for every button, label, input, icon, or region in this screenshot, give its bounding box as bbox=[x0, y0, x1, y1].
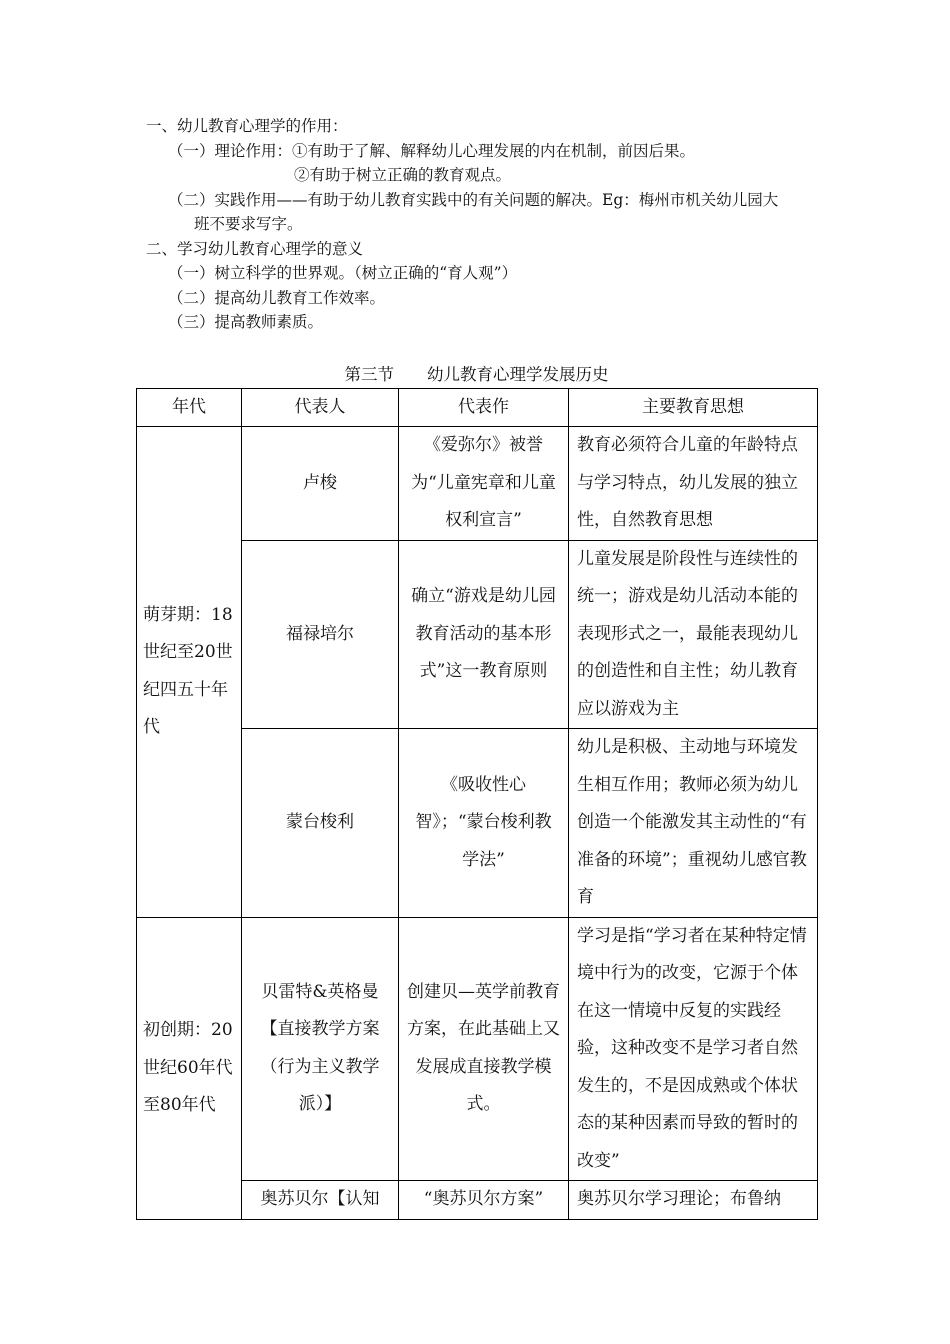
person-cell: 福禄培尔 bbox=[242, 540, 399, 729]
era-cell: 萌芽期：18世纪至20世纪四五十年代 bbox=[137, 427, 242, 918]
idea-cell: 学习是指“学习者在某种特定情境中行为的改变，它源于个体在这一情境中反复的实践经验，这种改变不是学习者自然发生的，不是因成熟或个体状态的某种因素而导致的暂时的改变” bbox=[569, 917, 818, 1181]
outline-line: （二）实践作用——有助于幼儿教育实践中的有关问题的解决。Eg：梅州市机关幼儿园大 bbox=[168, 190, 779, 209]
idea-cell: 儿童发展是阶段性与连续性的统一；游戏是幼儿活动本能的表现形式之一，最能表现幼儿的创造性和自主性；幼儿教育应以游戏为主 bbox=[569, 540, 818, 729]
work-cell: 《爱弥尔》被誉为“儿童宪章和儿童权利宣言” bbox=[399, 427, 569, 541]
person-cell: 蒙台梭利 bbox=[242, 729, 399, 918]
person-cell: 奥苏贝尔【认知 bbox=[242, 1181, 399, 1220]
outline-line: （一）理论作用：①有助于了解、解释幼儿心理发展的内在机制，前因后果。 bbox=[168, 141, 696, 160]
outline-line: 一、幼儿教育心理学的作用： bbox=[146, 117, 348, 135]
table-header-row bbox=[137, 389, 818, 427]
idea-cell: 幼儿是积极、主动地与环境发生相互作用；教师必须为幼儿创造一个能激发其主动性的“有准备的环境”；重视幼儿感官教育 bbox=[569, 729, 818, 918]
section-title: 第三节 幼儿教育心理学发展历史 bbox=[344, 365, 609, 384]
table-row bbox=[137, 427, 818, 541]
header-work: 代表作 bbox=[399, 389, 569, 427]
outline bbox=[146, 114, 826, 335]
header-person: 代表人 bbox=[242, 389, 399, 427]
idea-cell: 奥苏贝尔学习理论；布鲁纳 bbox=[569, 1181, 818, 1220]
idea-cell: 教育必须符合儿童的年龄特点与学习特点，幼儿发展的独立性，自然教育思想 bbox=[569, 427, 818, 541]
person-cell: 卢梭 bbox=[242, 427, 399, 541]
outline-line: ②有助于树立正确的教育观点。 bbox=[294, 166, 512, 184]
work-cell: 创建贝—英学前教育方案，在此基础上又发展成直接教学模式。 bbox=[399, 917, 569, 1181]
header-idea: 主要教育思想 bbox=[569, 389, 818, 427]
outline-line: 班不要求写字。 bbox=[194, 215, 303, 233]
outline-line: （二）提高幼儿教育工作效率。 bbox=[168, 288, 386, 307]
outline-line: 二、学习幼儿教育心理学的意义 bbox=[146, 239, 364, 258]
outline-line: （三）提高教师素质。 bbox=[168, 313, 324, 331]
header-era: 年代 bbox=[137, 389, 242, 427]
history-table bbox=[136, 388, 818, 1220]
work-cell: 确立“游戏是幼儿园教育活动的基本形式”这一教育原则 bbox=[399, 540, 569, 729]
outline-line: （一）树立科学的世界观。（树立正确的“育人观”） bbox=[168, 264, 518, 282]
work-cell: 《吸收性心智》；“蒙台梭利教学法” bbox=[399, 729, 569, 918]
work-cell: “奥苏贝尔方案” bbox=[399, 1181, 569, 1220]
era-cell: 初创期：20世纪60年代至80年代 bbox=[137, 917, 242, 1220]
table-row bbox=[137, 917, 818, 1181]
person-cell: 贝雷特&英格曼【直接教学方案（行为主义教学派）】 bbox=[242, 917, 399, 1181]
